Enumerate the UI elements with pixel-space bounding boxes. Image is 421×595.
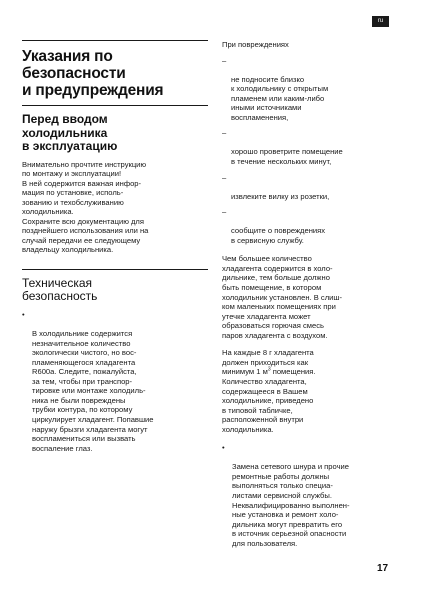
section-title-line: холодильника [22,125,108,140]
bullet-icon: • [22,309,25,319]
ratio-superscript: 3 [267,366,271,373]
room-size-paragraph: Чем большее количество хладагента содержится в холо- дильнике, тем больше должно быть помещение, в котором холодильник установлен. В слиш- ком маленьких помещениях при утечке хладагента может образоваться горючая смесь паров хладагента с воздухом. [222,254,343,340]
page-title-line: Указания по [22,48,113,65]
section-title-technical-safety [22,277,208,304]
damage-item-text: сообщите о повреждениях в сервисную службу. [231,226,326,245]
safety-bullet-repairs [222,443,400,548]
refrigerant-ratio-paragraph [222,348,400,434]
ratio-text-continued: помещения. Количество хладагента, содержащееся в Вашем холодильнике, приведено в типовой табличке, расположенной внутри холодильника. [222,367,316,434]
dash-icon: – [222,128,227,138]
damage-list-item [222,56,400,123]
dash-icon: – [222,55,227,65]
damage-heading: При повреждениях [222,40,289,49]
section-title-before-use [22,113,208,154]
dash-icon: – [222,207,227,217]
section-title-line: Перед вводом [22,112,108,126]
damage-item-text: извлеките вилку из розетки, [231,191,330,201]
left-column [22,40,208,461]
ratio-text: На каждые 8 г хладагента должен приходиться как минимум 1 м [222,348,314,377]
page-title-line: безопасности [22,65,126,82]
bullet-text: Замена сетевого шнура и прочие ремонтные работы должны выполняться только специа- листами сервисной службы. Неквалифицированно выполнен- ные установка и ремонт холо- дильника могут превратить его в источник серьезной опасности для пользователя. [232,462,350,548]
right-column [222,40,400,556]
section1-rule [22,105,208,106]
section-text-before-use: Внимательно прочтите инструкцию по монтажу и эксплуатации! В ней содержится важная инфор- мация по установке, исполь- зованию и техобслуживанию холодильника. Сохраните всю документацию для позднейшего использования или на случай передачи ее следующему владельцу холодильника. [22,159,149,255]
language-badge: ru [372,16,389,27]
safety-bullet-refrigerant [22,310,208,453]
damage-item-text: не подносите близко к холодильнику с открытым пламенем или каким-либо иными источниками воспламенения, [231,74,329,122]
page-number: 17 [377,563,389,574]
title-rule [22,40,208,41]
damage-list-item [222,207,400,245]
bullet-icon: • [222,443,225,453]
page-title [22,48,208,99]
damage-list-item [222,173,400,202]
bullet-text: В холодильнике содержится незначительное количество экологически чистого, но вос- пламеняющегося хладагента R600a. Следите, пожалуйста, за тем, чтобы при транспор- тировке или монтаже холодиль- ника не были повреждены трубки контура, по которому циркулирует хладагент. Попавшие наружу брызги хладагента могут воспламениться или вызвать воспаление глаз. [32,329,154,453]
page-title-line: и предупреждения [22,82,164,99]
section2-rule [22,269,208,270]
damage-item-text: хорошо проветрите помещение в течение нескольких минут, [231,147,343,167]
damage-list-item [222,128,400,166]
dash-icon: – [222,172,227,182]
section-title-line: в эксплуатацию [22,139,118,153]
section-title-line: безопасность [22,289,98,304]
section-title-line: Техническая [22,275,93,290]
